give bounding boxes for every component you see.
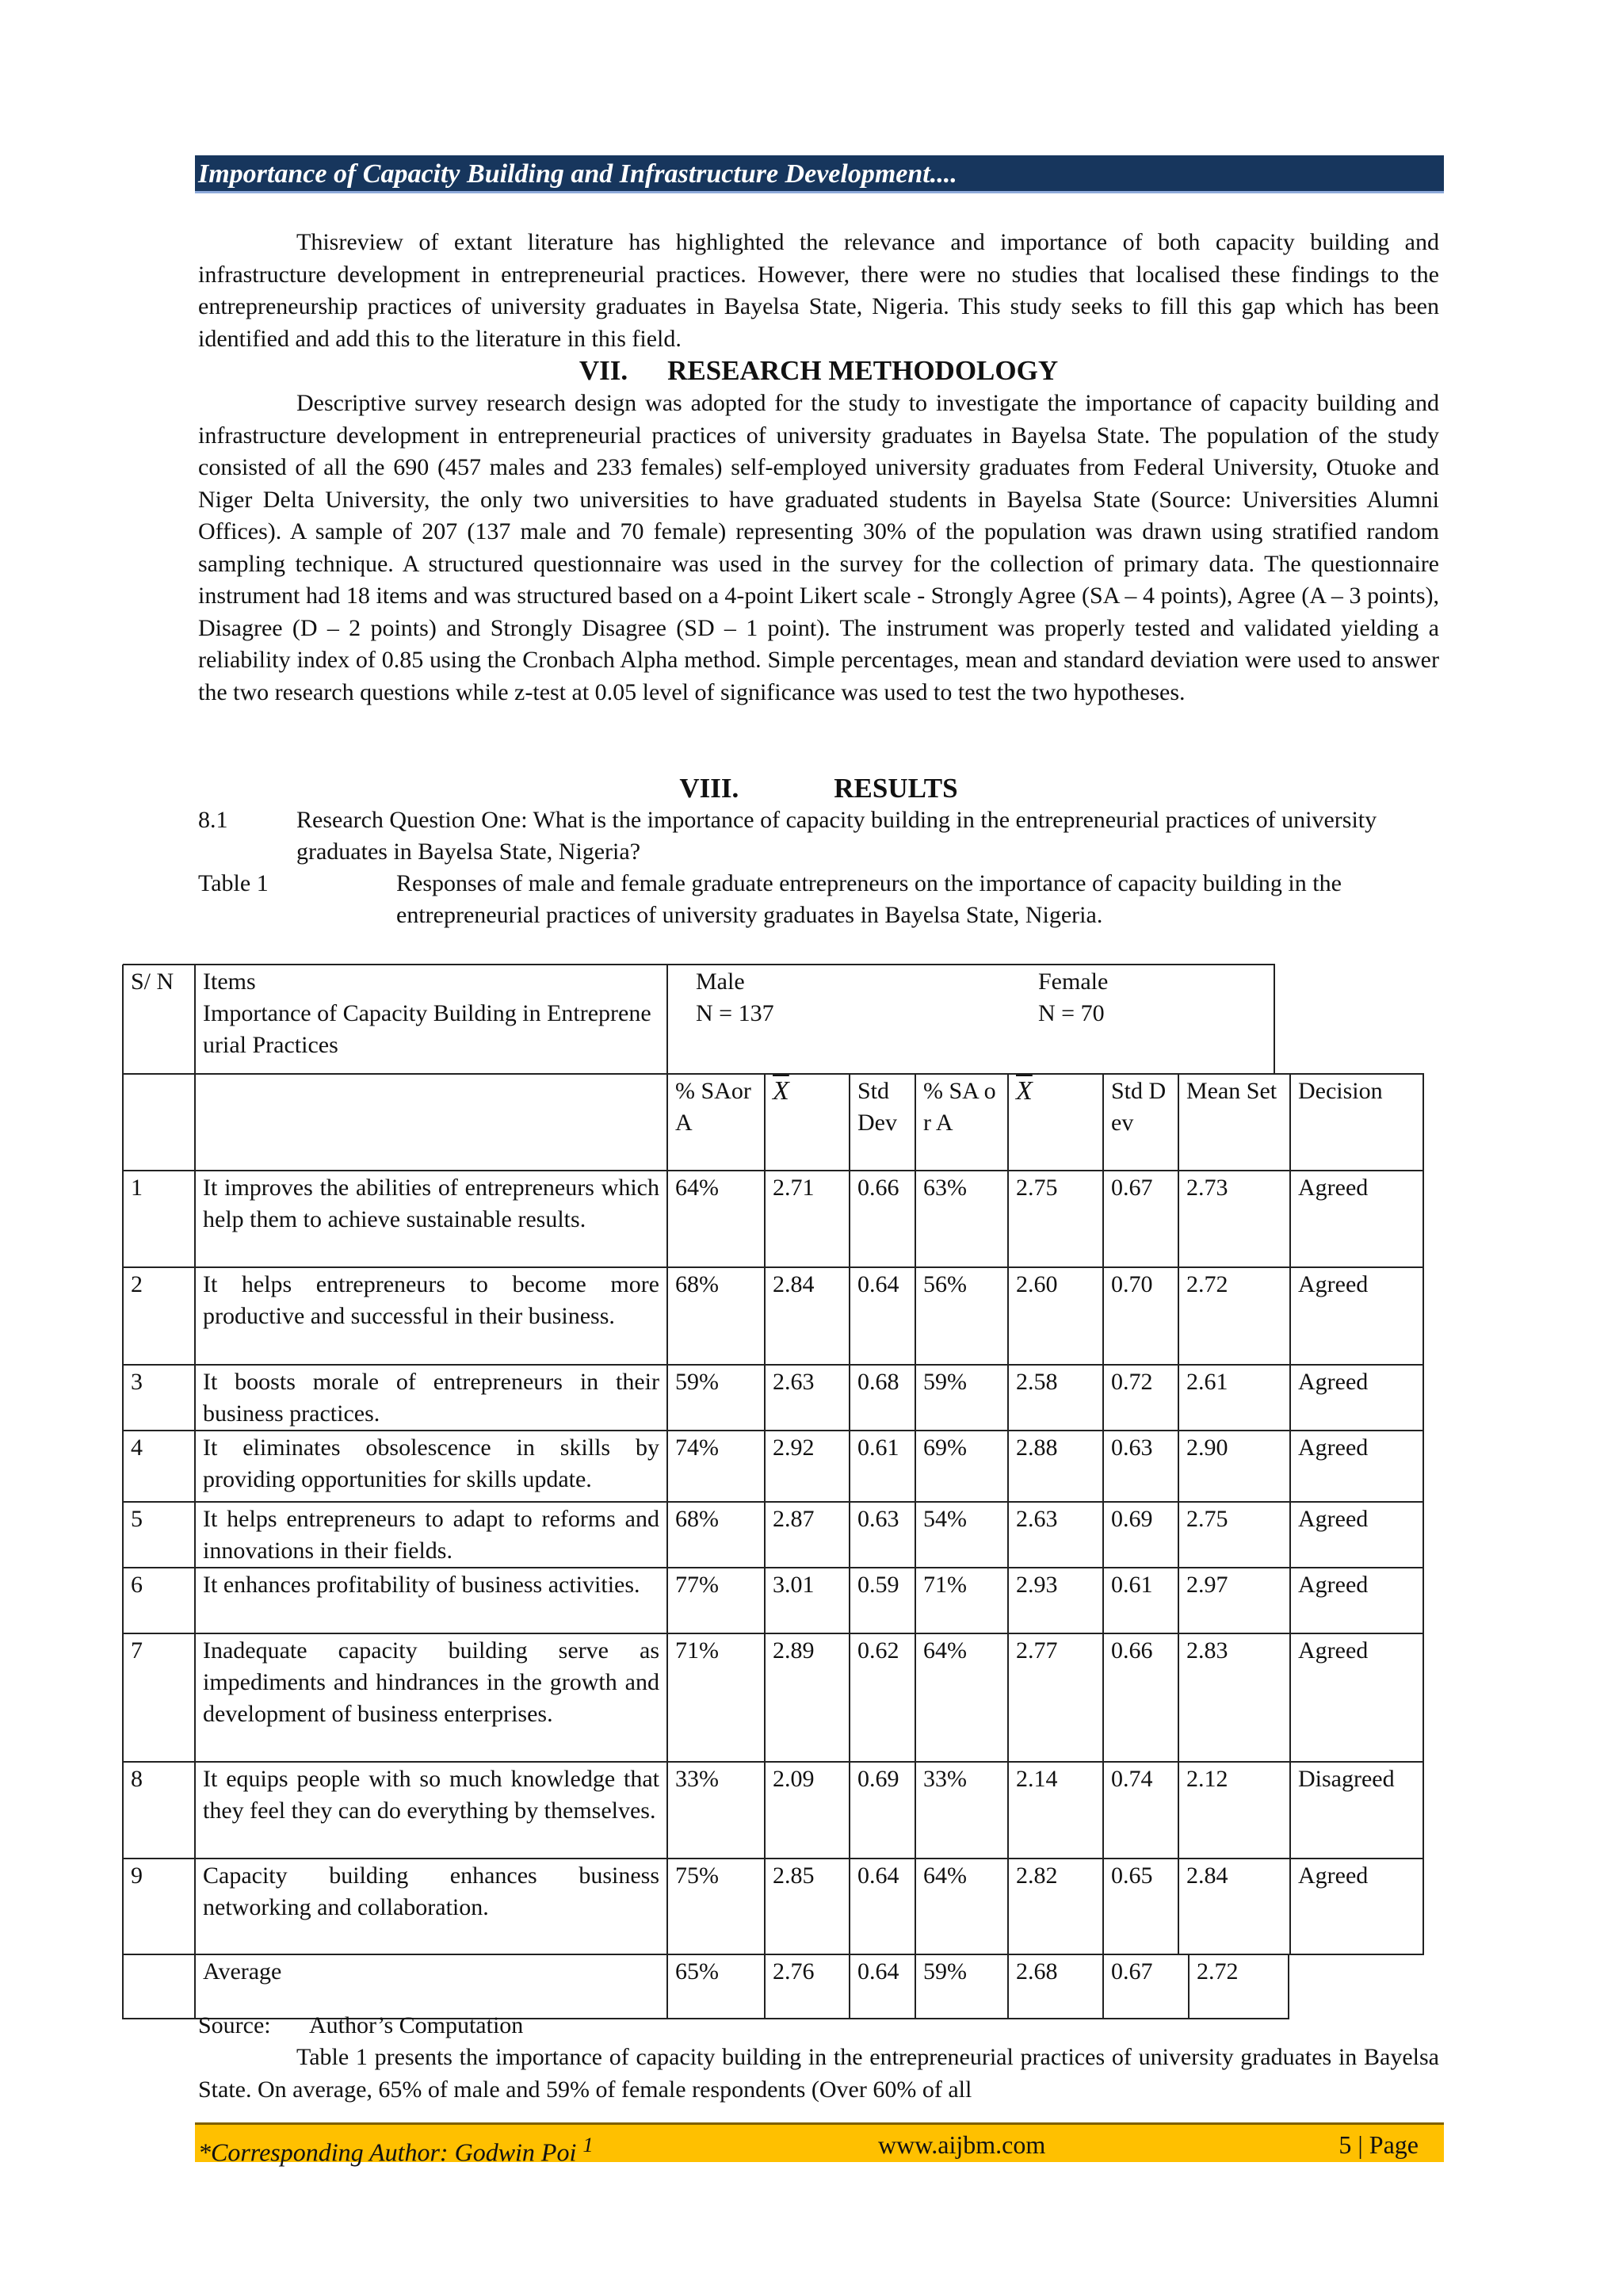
row-female-std: 0.72 xyxy=(1111,1369,1153,1395)
website-link[interactable]: www.aijbm.com xyxy=(878,2130,1046,2159)
row-female-mean: 2.60 xyxy=(1016,1271,1058,1297)
row-sn: 1 xyxy=(131,1175,143,1201)
row-male-mean: 2.89 xyxy=(773,1637,815,1664)
table-rule xyxy=(194,965,196,2019)
row-female-pct: 69% xyxy=(923,1435,967,1461)
row-male-std: 0.63 xyxy=(857,1506,899,1532)
table-source xyxy=(198,2010,523,2042)
row-mean-set: 2.84 xyxy=(1186,1862,1228,1889)
table-rule xyxy=(123,1761,1424,1763)
row-male-pct: 75% xyxy=(675,1862,719,1889)
table-rule xyxy=(123,964,1275,965)
row-male-std: 0.64 xyxy=(857,1271,899,1297)
row-decision: Agreed xyxy=(1298,1637,1369,1664)
table-rule xyxy=(123,1858,1424,1859)
row-female-pct: 64% xyxy=(923,1637,967,1664)
corresponding-author xyxy=(198,2125,594,2172)
source-label: Source: xyxy=(198,2012,271,2038)
page-footer xyxy=(195,2122,1444,2167)
row-female-pct: 59% xyxy=(923,1369,967,1395)
average-male-pct: 65% xyxy=(675,1958,719,1985)
subheader-mean-set: Mean Set xyxy=(1186,1078,1277,1104)
source-text: Author’s Computation xyxy=(309,2012,524,2038)
row-decision: Agreed xyxy=(1298,1506,1369,1532)
average-mean-set: 2.72 xyxy=(1197,1958,1239,1985)
table-rule xyxy=(123,1567,1424,1568)
table-rule xyxy=(1178,1074,1179,1955)
table-rule xyxy=(764,1074,766,2019)
section-heading-results xyxy=(198,773,1439,804)
header-items-line: Importance of Capacity Building in Entrepreneurial Practices xyxy=(203,1000,651,1058)
row-sn: 7 xyxy=(131,1637,143,1664)
table-caption xyxy=(198,868,1439,931)
row-decision: Agreed xyxy=(1298,1175,1369,1201)
closing-paragraph: Table 1 presents the importance of capacity building in the entrepreneurial practices of university graduates in Bayelsa State. On average, 65% of male and 59% of female respondents (Over 60% of all xyxy=(198,2044,1439,2103)
row-female-pct: 56% xyxy=(923,1271,967,1297)
table-rule xyxy=(123,1364,1424,1366)
row-sn: 6 xyxy=(131,1572,143,1598)
row-male-mean: 2.85 xyxy=(773,1862,815,1889)
row-female-pct: 33% xyxy=(923,1766,967,1792)
row-item: It enhances profitability of business activities. xyxy=(203,1572,640,1598)
table-caption-text: Responses of male and female graduate entrepreneurs on the importance of capacity building in the entrepreneurial practices of university graduates in Bayelsa State, Nigeria. xyxy=(396,870,1342,928)
row-item: It boosts morale of entrepreneurs in their business practices. xyxy=(203,1369,659,1427)
row-decision: Agreed xyxy=(1298,1369,1369,1395)
intro-paragraph: Thisreview of extant literature has highlighted the relevance and importance of both capacity building and infrastructure development in entrepreneurial practices. However, there were no studies that localised these findings to the entrepreneurship practices of university graduates in Bayelsa State, Nigeria. This study seeks to fill this gap which has been identified and add this to the literature in this field. xyxy=(198,229,1439,352)
header-female xyxy=(1030,965,1292,1074)
table-rule xyxy=(122,965,124,2019)
header-female-line: Female xyxy=(1038,968,1109,995)
header-items xyxy=(195,965,667,1074)
average-label: Average xyxy=(203,1958,282,1985)
row-item: It helps entrepreneurs to become more productive and successful in their business. xyxy=(203,1271,659,1329)
row-decision: Agreed xyxy=(1298,1572,1369,1598)
row-female-mean: 2.88 xyxy=(1016,1435,1058,1461)
row-male-std: 0.64 xyxy=(857,1862,899,1889)
row-item: It equips people with so much knowledge that they feel they can do everything by themselves. xyxy=(203,1766,659,1824)
row-female-pct: 54% xyxy=(923,1506,967,1532)
header-male-line: N = 137 xyxy=(696,1000,774,1026)
subheader-female-std: Std Dev xyxy=(1111,1078,1167,1136)
average-male-std: 0.64 xyxy=(857,1958,899,1985)
row-sn: 2 xyxy=(131,1271,143,1297)
average-female-std: 0.67 xyxy=(1111,1958,1153,1985)
row-decision: Agreed xyxy=(1298,1271,1369,1297)
running-header: Importance of Capacity Building and Infrastructure Development.... xyxy=(195,155,1444,193)
mean-symbol: $\overline{X}$ xyxy=(773,1076,789,1106)
row-sn: 5 xyxy=(131,1506,143,1532)
row-female-std: 0.70 xyxy=(1111,1271,1153,1297)
row-female-pct: 71% xyxy=(923,1572,967,1598)
subheader-male-pct: % SAor A xyxy=(675,1078,751,1136)
section-number: VII. xyxy=(579,355,628,386)
row-male-mean: 2.92 xyxy=(773,1435,815,1461)
subheader-female-pct: % SA or A xyxy=(923,1078,996,1136)
row-male-std: 0.61 xyxy=(857,1435,899,1461)
mean-symbol: $\overline{X}$ xyxy=(1016,1076,1033,1106)
row-female-pct: 63% xyxy=(923,1175,967,1201)
row-male-mean: 2.71 xyxy=(773,1175,815,1201)
row-male-std: 0.68 xyxy=(857,1369,899,1395)
row-mean-set: 2.73 xyxy=(1186,1175,1228,1201)
row-female-std: 0.66 xyxy=(1111,1637,1153,1664)
row-sn: 3 xyxy=(131,1369,143,1395)
header-items-line: Items xyxy=(203,968,256,995)
row-decision: Agreed xyxy=(1298,1435,1369,1461)
row-item: Capacity building enhances business networking and collaboration. xyxy=(203,1862,659,1920)
header-male xyxy=(667,965,1030,1074)
row-mean-set: 2.83 xyxy=(1186,1637,1228,1664)
row-male-mean: 2.09 xyxy=(773,1766,815,1792)
row-male-std: 0.59 xyxy=(857,1572,899,1598)
table-rule xyxy=(123,1073,1424,1075)
table-rule xyxy=(123,1170,1424,1171)
row-female-std: 0.65 xyxy=(1111,1862,1153,1889)
row-male-pct: 77% xyxy=(675,1572,719,1598)
row-female-mean: 2.14 xyxy=(1016,1766,1058,1792)
row-female-mean: 2.82 xyxy=(1016,1862,1058,1889)
row-male-pct: 64% xyxy=(675,1175,719,1201)
header-female-line: N = 70 xyxy=(1038,1000,1105,1026)
table-rule xyxy=(123,1633,1424,1634)
subheader-female-mean xyxy=(1008,1074,1103,1171)
row-male-std: 0.62 xyxy=(857,1637,899,1664)
table-rule xyxy=(1102,1074,1104,2019)
table-rule xyxy=(123,1430,1424,1431)
table-rule xyxy=(849,1074,850,2019)
table-rule xyxy=(915,1074,916,2019)
row-male-pct: 71% xyxy=(675,1637,719,1664)
average-male-mean: 2.76 xyxy=(773,1958,815,1985)
row-female-pct: 64% xyxy=(923,1862,967,1889)
row-item: It improves the abilities of entrepreneurs which help them to achieve sustainable results. xyxy=(203,1175,659,1232)
row-male-pct: 74% xyxy=(675,1435,719,1461)
row-decision: Agreed xyxy=(1298,1862,1369,1889)
row-sn: 4 xyxy=(131,1435,143,1461)
row-male-std: 0.69 xyxy=(857,1766,899,1792)
row-male-pct: 68% xyxy=(675,1506,719,1532)
row-male-pct: 33% xyxy=(675,1766,719,1792)
page-number: 5 | Page xyxy=(1338,2130,1419,2159)
row-female-mean: 2.93 xyxy=(1016,1572,1058,1598)
table-rule xyxy=(123,1501,1424,1503)
discussion-section xyxy=(198,2042,1439,2106)
row-male-mean: 2.84 xyxy=(773,1271,815,1297)
row-female-mean: 2.77 xyxy=(1016,1637,1058,1664)
row-item: It eliminates obsolescence in skills by providing opportunities for skills update. xyxy=(203,1435,659,1492)
header-sn: S/ N xyxy=(131,968,174,995)
row-decision: Disagreed xyxy=(1298,1766,1395,1792)
research-question xyxy=(198,804,1439,868)
row-mean-set: 2.72 xyxy=(1186,1271,1228,1297)
row-female-std: 0.67 xyxy=(1111,1175,1153,1201)
row-mean-set: 2.97 xyxy=(1186,1572,1228,1598)
row-mean-set: 2.61 xyxy=(1186,1369,1228,1395)
table-rule xyxy=(1274,965,1275,1075)
section-title: RESULTS xyxy=(834,773,958,804)
table-rule xyxy=(1423,1074,1424,1955)
table-rule xyxy=(666,965,668,2019)
row-male-mean: 3.01 xyxy=(773,1572,815,1598)
section-title: RESEARCH METHODOLOGY xyxy=(667,355,1059,386)
literature-summary xyxy=(198,227,1439,355)
subheader-male-mean xyxy=(765,1074,850,1171)
average-female-pct: 59% xyxy=(923,1958,967,1985)
author-superscript: 1 xyxy=(582,2133,594,2157)
table-rule xyxy=(1288,1954,1289,2019)
table-rule xyxy=(123,1954,1424,1955)
row-female-mean: 2.58 xyxy=(1016,1369,1058,1395)
table-rule xyxy=(1289,1074,1291,1955)
section-number: VIII. xyxy=(679,773,739,804)
row-male-mean: 2.87 xyxy=(773,1506,815,1532)
average-female-mean: 2.68 xyxy=(1016,1958,1058,1985)
row-female-std: 0.69 xyxy=(1111,1506,1153,1532)
row-female-std: 0.74 xyxy=(1111,1766,1153,1792)
row-sn: 9 xyxy=(131,1862,143,1889)
section-heading-methodology xyxy=(198,355,1439,387)
row-item: It helps entrepreneurs to adapt to reforms and innovations in their fields. xyxy=(203,1506,659,1564)
row-female-mean: 2.75 xyxy=(1016,1175,1058,1201)
table-rule xyxy=(123,1266,1424,1268)
row-mean-set: 2.90 xyxy=(1186,1435,1228,1461)
row-mean-set: 2.75 xyxy=(1186,1506,1228,1532)
methodology-paragraph: Descriptive survey research design was adopted for the study to investigate the importance of capacity building and infrastructure development in entrepreneurial practices of university graduates in Bayelsa State. The population of the study consisted of all the 690 (457 males and 233 females) self-employed university graduates from Federal University, Otuoke and Niger Delta University, the only two universities to have graduated students in Bayelsa State (Source: Universities Alumni Offices). A sample of 207 (137 male and 70 female) representing 30% of the population was drawn using stratified random sampling technique. A structured questionnaire was used in the survey for the collection of primary data. The questionnaire instrument had 18 items and was structured based on a 4-point Likert scale - Strongly Agree (SA – 4 points), Agree (A – 3 points), Disagree (D – 2 points) and Strongly Disagree (SD – 1 point). The instrument was properly tested and validated yielding a reliability index of 0.85 using the Cronbach Alpha method. Simple percentages, mean and standard deviation were used to answer the two research questions while z-test at 0.05 level of significance was used to test the two hypotheses. xyxy=(198,390,1439,705)
row-female-mean: 2.63 xyxy=(1016,1506,1058,1532)
research-question-label: 8.1 xyxy=(198,807,228,833)
row-female-std: 0.61 xyxy=(1111,1572,1153,1598)
subheader-male-std: Std Dev xyxy=(857,1078,897,1136)
table-rule xyxy=(1188,1954,1190,2019)
table-rule xyxy=(1007,1074,1009,2019)
table-caption-label: Table 1 xyxy=(198,870,269,896)
methodology-section xyxy=(198,388,1439,709)
row-mean-set: 2.12 xyxy=(1186,1766,1228,1792)
author-name: *Corresponding Author: Godwin Poi xyxy=(198,2137,577,2167)
subheader-decision: Decision xyxy=(1298,1078,1383,1104)
row-item: Inadequate capacity building serve as impediments and hindrances in the growth and development of business enterprises. xyxy=(203,1637,659,1727)
row-male-pct: 68% xyxy=(675,1271,719,1297)
header-male-line: Male xyxy=(696,968,745,995)
row-male-mean: 2.63 xyxy=(773,1369,815,1395)
row-sn: 8 xyxy=(131,1766,143,1792)
research-question-text: Research Question One: What is the importance of capacity building in the entrepreneurial practices of university graduates in Bayelsa State, Nigeria? xyxy=(296,807,1377,865)
row-male-pct: 59% xyxy=(675,1369,719,1395)
row-male-std: 0.66 xyxy=(857,1175,899,1201)
row-female-std: 0.63 xyxy=(1111,1435,1153,1461)
